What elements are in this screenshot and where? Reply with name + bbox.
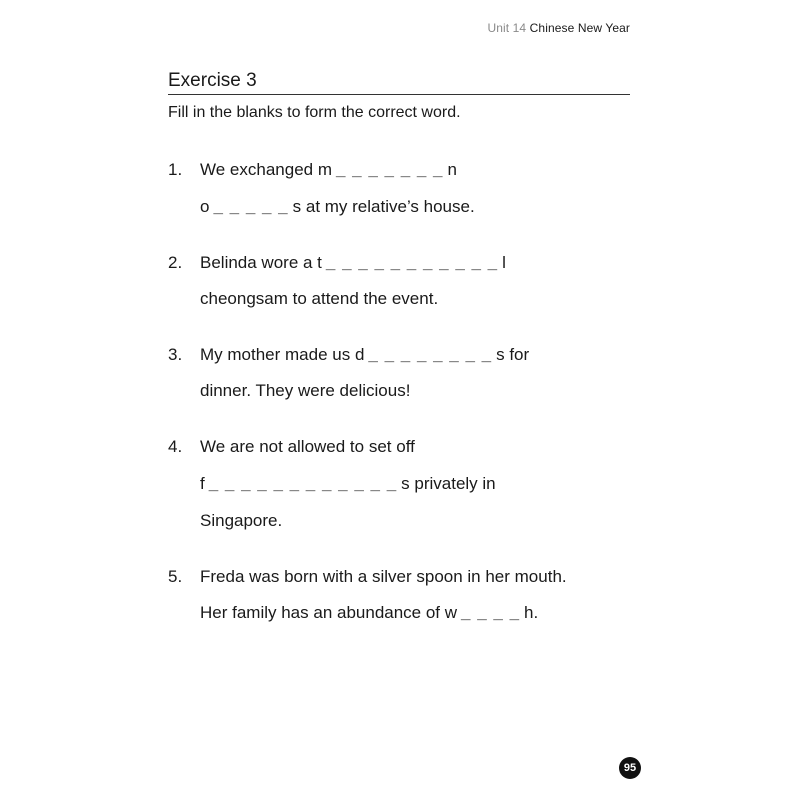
question-2-number: 2. [168,253,183,272]
q5-text-before: Her family has an abundance of w [200,603,458,622]
question-1-number: 1. [168,160,183,179]
q2-text-before: Belinda wore a t [200,253,322,272]
exercise-instruction: Fill in the blanks to form the correct word. [168,104,461,121]
unit-topic: Chinese New Year [529,21,630,35]
q2-blank[interactable]: _ _ _ _ _ _ _ _ _ _ _ [325,253,499,272]
q5-blank[interactable]: _ _ _ _ [461,603,521,622]
question-5-number: 5. [168,567,183,586]
page-header [487,21,630,35]
exercise-title: Exercise 3 [168,70,630,95]
question-3-number: 3. [168,345,183,364]
question-3-line-2: dinner. They were delicious! [200,381,411,400]
q1-text-before: We exchanged m [200,160,332,179]
q2-text-after: l [502,253,506,272]
q3-blank[interactable]: _ _ _ _ _ _ _ _ [368,345,493,364]
q4-blank[interactable]: _ _ _ _ _ _ _ _ _ _ _ _ [208,474,398,493]
q1-blank-2[interactable]: _ _ _ _ _ [213,197,289,216]
q4-text-after: s privately in [401,474,496,493]
q1-blank-1[interactable]: _ _ _ _ _ _ _ [335,160,444,179]
unit-label: Unit 14 [487,21,527,35]
q5-text-after: h. [524,603,539,622]
q1-text-after: n [447,160,457,179]
question-4-line-2 [200,474,496,494]
question-2-line-1 [200,253,506,273]
question-1-line-2 [200,197,475,217]
question-1-line-1 [200,160,457,180]
question-3-line-1 [200,345,529,365]
question-4-line-1: We are not allowed to set off [200,437,415,456]
q1-text-before-2: o [200,197,210,216]
question-5-line-1: Freda was born with a silver spoon in her mouth. [200,567,567,586]
q3-text-after: s for [496,345,530,364]
q4-text-before: f [200,474,205,493]
question-2-line-2: cheongsam to attend the event. [200,289,439,308]
page-number-badge: 95 [619,757,641,779]
question-4-line-3: Singapore. [200,511,283,530]
q1-text-after-2: s at my relative’s house. [292,197,475,216]
question-4-number: 4. [168,437,183,456]
question-5-line-2 [200,603,538,623]
q3-text-before: My mother made us d [200,345,365,364]
